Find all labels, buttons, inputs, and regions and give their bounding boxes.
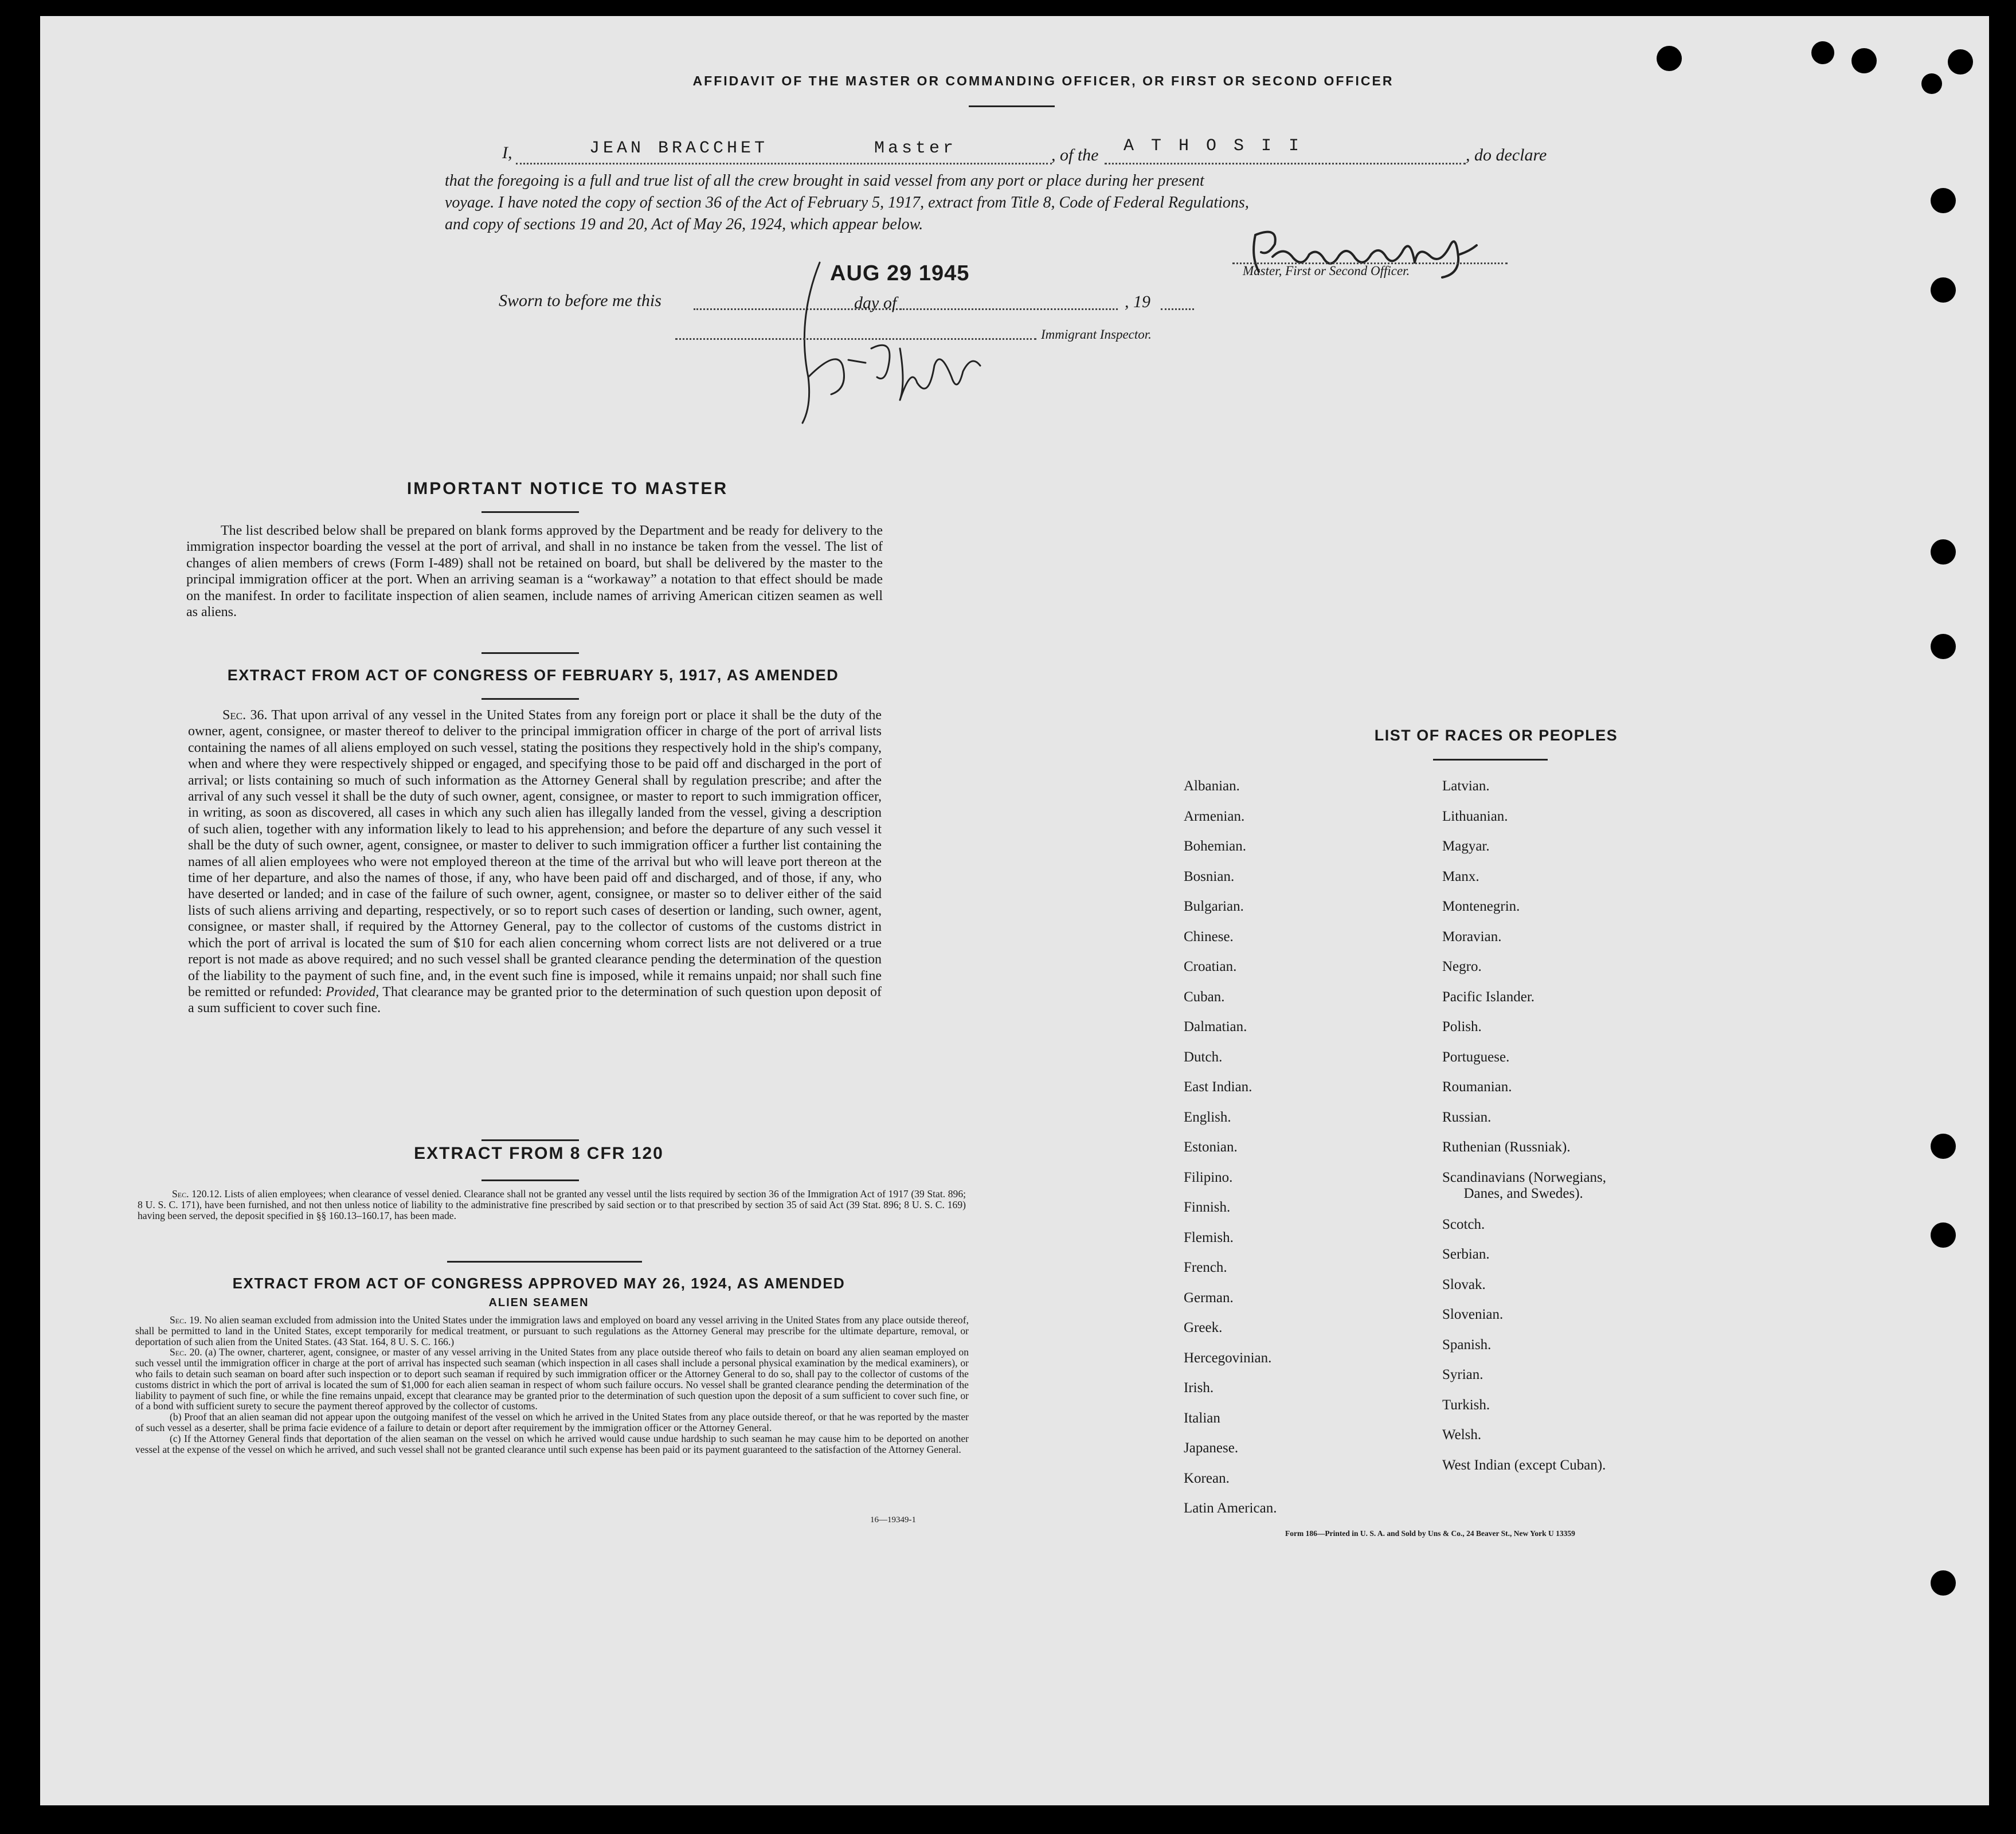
inspector-signature <box>762 251 1026 434</box>
alien-seamen-subtitle: ALIEN SEAMEN <box>488 1296 589 1309</box>
race-item: Welsh. <box>1442 1427 1482 1443</box>
document-page <box>40 16 1989 1805</box>
sec-20-label: Sec. 20. <box>170 1346 202 1358</box>
race-item: Ruthenian (Russniak). <box>1442 1139 1571 1155</box>
divider <box>969 105 1055 107</box>
sec-36-text-a: That upon arrival of any vessel in the United States from any foreign port or place it shall be the duty of the owner, agent, consignee, or master thereof to deliver to the principal immigration officer in charge of the port of arrival lists containing the names of all aliens employed on such vessel, stating the positions they respectively hold in the ship's company, when and where they were respectively shipped or engaged, and specifying those to be paid off and discharged in the port of arrival; or lists containing so much of such information as the Attorney General shall by regulation prescribe; and after the arrival of any such vessel it shall be the duty of such owner, agent, consignee, or master to report to such immigration officer, in writing, as soon as discovered, all cases in which any such alien has illegally landed from the vessel, giving a description of such alien, together with any information likely to lead to his apprehension; and before the departure of any such vessel it shall be the duty of such owner, agent, consignee, or master to deliver to such immigration officer a further list containing the names of all alien employees who were not employed thereon at the time of the arrival but who will leave port thereon at the time of her departure, and also the names of those, if any, who have been paid off and discharged, and of those, if any, who have deserted or landed; and in case of the failure of such owner, agent, consignee, or master so to deliver either of the said lists of such aliens arriving and departing, respectively, or so to report such cases of desertion or landing, such owner, agent, consignee, or master shall, if required by the Attorney General, pay to the collector of customs of the customs district in which the port of arrival is located the sum of $10 for each alien concerning whom correct lists are not delivered or a true report is not made as above required; and no such vessel shall be granted clearance pending the determination of the question of the liability to the payment of such fine, and, in the event such fine is imposed, while it remains unpaid; nor shall such fine be remitted or refunded: <box>188 708 882 1000</box>
sec-20a <box>135 1347 969 1412</box>
divider <box>1433 759 1548 761</box>
race-item: German. <box>1184 1290 1234 1306</box>
extract-1917-body <box>188 707 882 1017</box>
sec-36-label: Sec. 36. <box>222 708 268 723</box>
year-field-line <box>1161 291 1194 310</box>
printer-note: Form 186—Printed in U. S. A. and Sold by Uns & Co., 24 Beaver St., New York U 13359 <box>1285 1529 1575 1538</box>
race-item: Slovak. <box>1442 1276 1486 1292</box>
do-declare-label: , do declare <box>1466 146 1547 164</box>
master-name: JEAN BRACCHET <box>589 139 769 158</box>
divider <box>482 698 579 700</box>
race-item: Spanish. <box>1442 1337 1492 1353</box>
race-item: Japanese. <box>1184 1440 1239 1456</box>
affidavit-line-2: voyage. I have noted the copy of section 36 of the Act of February 5, 1917, extract from Title 8, Code of Federal Regulations, <box>445 194 1249 211</box>
inspector-caption: Immigrant Inspector. <box>1041 327 1152 342</box>
race-item: Roumanian. <box>1442 1079 1512 1095</box>
date-stamp: AUG 29 1945 <box>830 261 970 285</box>
race-item: Scandinavians (Norwegians, Danes, and Swedes). <box>1442 1169 1607 1201</box>
race-item: Slovenian. <box>1442 1307 1504 1322</box>
divider <box>482 511 579 513</box>
master-rank: Master <box>874 139 957 158</box>
race-item: Lithuanian. <box>1442 808 1508 824</box>
punch-hole <box>1921 73 1942 94</box>
race-item: East Indian. <box>1184 1079 1252 1095</box>
race-item: Armenian. <box>1184 808 1245 824</box>
vessel-name: A T H O S I I <box>1124 136 1303 156</box>
affidavit-title: AFFIDAVIT OF THE MASTER OR COMMANDING OFFICER, OR FIRST OR SECOND OFFICER <box>692 73 1394 88</box>
race-item: Turkish. <box>1442 1397 1490 1413</box>
divider <box>482 652 579 654</box>
sec-120-label: Sec. 120.12. <box>172 1188 222 1200</box>
race-item: Montenegrin. <box>1442 899 1520 914</box>
form-code: 16—19349-1 <box>870 1515 916 1525</box>
sec-36-text-b: That clearance may be granted prior to the determination of such question upon deposit of a sum sufficient to cover such fine. <box>188 984 882 1016</box>
races-left-column <box>1184 771 1277 1524</box>
race-item: Croatian. <box>1184 959 1237 974</box>
punch-hole <box>1948 49 1973 75</box>
race-item: Dutch. <box>1184 1049 1223 1065</box>
divider <box>482 1139 579 1141</box>
cfr-body <box>138 1189 966 1221</box>
race-item: Syrian. <box>1442 1367 1483 1382</box>
extract-1917-title: EXTRACT FROM ACT OF CONGRESS OF FEBRUARY 5, 1917, AS AMENDED <box>227 667 839 684</box>
divider <box>447 1261 642 1263</box>
signature-caption: Master, First or Second Officer. <box>1243 264 1410 278</box>
race-item: Finnish. <box>1184 1200 1231 1215</box>
punch-hole <box>1931 1222 1956 1248</box>
race-item: Irish. <box>1184 1380 1214 1396</box>
race-item: Estonian. <box>1184 1139 1238 1155</box>
races-title: LIST OF RACES OR PEOPLES <box>1374 727 1618 744</box>
race-item: Greek. <box>1184 1320 1223 1335</box>
race-item: Latvian. <box>1442 778 1490 794</box>
race-item: French. <box>1184 1260 1227 1275</box>
sec-120-text: Lists of alien employees; when clearance of vessel denied. Clearance shall not be granted any vessel until the lists required by section 36 of the Immigration Act of 1917 (39 Stat. 896; 8 U. S. C. 171), have been furnished, and not then unless notice of liability to the administrative fine prescribed by said section or to that prescribed by section 35 of said Act (39 Stat. 896; 8 U. S. C. 169) having been served, the deposit specified in §§ 160.13–160.17, has been made. <box>138 1188 966 1221</box>
race-item: English. <box>1184 1109 1231 1125</box>
punch-hole <box>1657 46 1682 71</box>
punch-hole <box>1931 539 1956 565</box>
race-item: Albanian. <box>1184 778 1240 794</box>
punch-hole <box>1931 1134 1956 1159</box>
affidavit-i-label: I, <box>502 143 512 162</box>
race-item: Scotch. <box>1442 1216 1485 1232</box>
affidavit-line-3: and copy of sections 19 and 20, Act of May 26, 1924, which appear below. <box>445 215 923 233</box>
affidavit-line-1: that the foregoing is a full and true list of all the crew brought in said vessel from any port or place during her present <box>445 172 1204 190</box>
punch-hole <box>1931 188 1956 213</box>
notice-title: IMPORTANT NOTICE TO MASTER <box>406 479 729 498</box>
year-prefix: , 19 <box>1125 292 1150 311</box>
punch-hole <box>1931 277 1956 303</box>
race-item: Korean. <box>1184 1470 1230 1486</box>
race-item: Bohemian. <box>1184 838 1247 854</box>
race-item: Latin American. <box>1184 1500 1277 1516</box>
race-item: Cuban. <box>1184 989 1225 1005</box>
sec-20b: (b) Proof that an alien seaman did not appear upon the outgoing manifest of the vessel on which he arrived in the United States from any place outside thereof, or that he was reported by the master of such vessel as a deserter, shall be prima facie evidence of a failure to detain or deport after requirement by the immigration officer or the Attorney General. <box>135 1411 969 1433</box>
race-item: Moravian. <box>1442 928 1502 945</box>
punch-hole <box>1931 1570 1956 1596</box>
day-of-label: day of <box>854 293 897 312</box>
race-item: Italian <box>1184 1410 1220 1426</box>
race-item: Manx. <box>1442 868 1479 884</box>
race-item: Bulgarian. <box>1184 899 1244 914</box>
race-item: Hercegovinian. <box>1184 1350 1272 1366</box>
race-item: Pacific Islander. <box>1442 989 1535 1005</box>
race-item: Russian. <box>1442 1109 1492 1125</box>
race-item: Flemish. <box>1184 1229 1234 1245</box>
of-the-label: , of the <box>1051 146 1099 164</box>
races-right-column <box>1442 771 1606 1480</box>
race-item: Filipino. <box>1184 1169 1233 1185</box>
punch-hole <box>1931 634 1956 659</box>
sec-19-text: No alien seaman excluded from admission into the United States under the immigration laws and employed on board any vessel arriving in the United States from any place outside thereof, shall be permitted to land in the United States, except temporarily for medical treatment, or pursuant to such regulations as the Attorney General may prescribe for the ultimate departure, removal, or deportation of such alien from the United States. (43 Stat. 164, 8 U. S. C. 166.) <box>135 1314 969 1347</box>
race-item: Polish. <box>1442 1019 1482 1034</box>
sec-20c: (c) If the Attorney General finds that deportation of the alien seaman on the vessel on which he arrived would cause undue hardship to such seaman he may cause him to be deported on another vessel at the expense of the vessel on which he arrived, and such vessel shall not be granted clearance until such expense has been paid or its payment guaranteed to the satisfaction of the Attorney General. <box>135 1432 969 1455</box>
race-item: Serbian. <box>1442 1247 1490 1262</box>
divider <box>482 1179 579 1181</box>
cfr-title: EXTRACT FROM 8 CFR 120 <box>414 1144 664 1163</box>
notice-body: The list described below shall be prepared on blank forms approved by the Department and be ready for delivery to the immigration inspector boarding the vessel at the port of arrival, and shall in no instance be taken from the vessel. The list of changes of alien members of crews (Form I-489) shall not be retained on board, but shall be delivered by the master to the principal immigration officer at the port. When an arriving seaman is a “workaway” a notation to that effect should be made on the manifest. In order to facilitate inspection of alien seamen, include names of arriving American citizen seamen as well as aliens. <box>186 523 883 620</box>
sworn-label: Sworn to before me this <box>499 291 661 310</box>
punch-hole <box>1851 48 1877 73</box>
race-item: Negro. <box>1442 959 1482 974</box>
sec-19 <box>135 1315 969 1347</box>
inspector-line <box>675 331 1036 340</box>
extract-1924-body <box>135 1315 969 1455</box>
race-item: Dalmatian. <box>1184 1019 1247 1034</box>
sec-19-label: Sec. 19. <box>170 1314 202 1326</box>
punch-hole <box>1811 41 1834 64</box>
race-item: Portuguese. <box>1442 1049 1510 1065</box>
race-item: West Indian (except Cuban). <box>1442 1457 1606 1473</box>
race-item: Chinese. <box>1184 928 1234 945</box>
provided-label: Provided, <box>326 984 379 1000</box>
sec-20a-text: (a) The owner, charterer, agent, consignee, or master of any vessel arriving in the United States from any place outside thereof who fails to detain on board any alien seaman employed on such vessel until the immigration officer in charge at the port of arrival has inspected such seaman (which inspection in all cases shall include a personal physical examination by the medical examiners), or who fails to detain such seaman on board after such inspection or to deport such seaman if required by such immigration officer or the Attorney General to do so, shall pay to the collector of customs of the customs district in which the port of arrival is located the sum of $1,000 for each alien seaman in respect of whom such failure occurs. No vessel shall be granted clearance pending the determination of the liability to payment of such fine, or while the fine remains unpaid, except that clearance may be granted prior to the determination of such question upon the deposit of a sum sufficient to cover such fine, or of a bond with sufficient surety to secure the payment thereof approved by the collector of customs. <box>135 1346 969 1412</box>
race-item: Bosnian. <box>1184 868 1235 884</box>
extract-1924-title: EXTRACT FROM ACT OF CONGRESS APPROVED MAY 26, 1924, AS AMENDED <box>232 1275 845 1292</box>
race-item: Magyar. <box>1442 838 1490 854</box>
